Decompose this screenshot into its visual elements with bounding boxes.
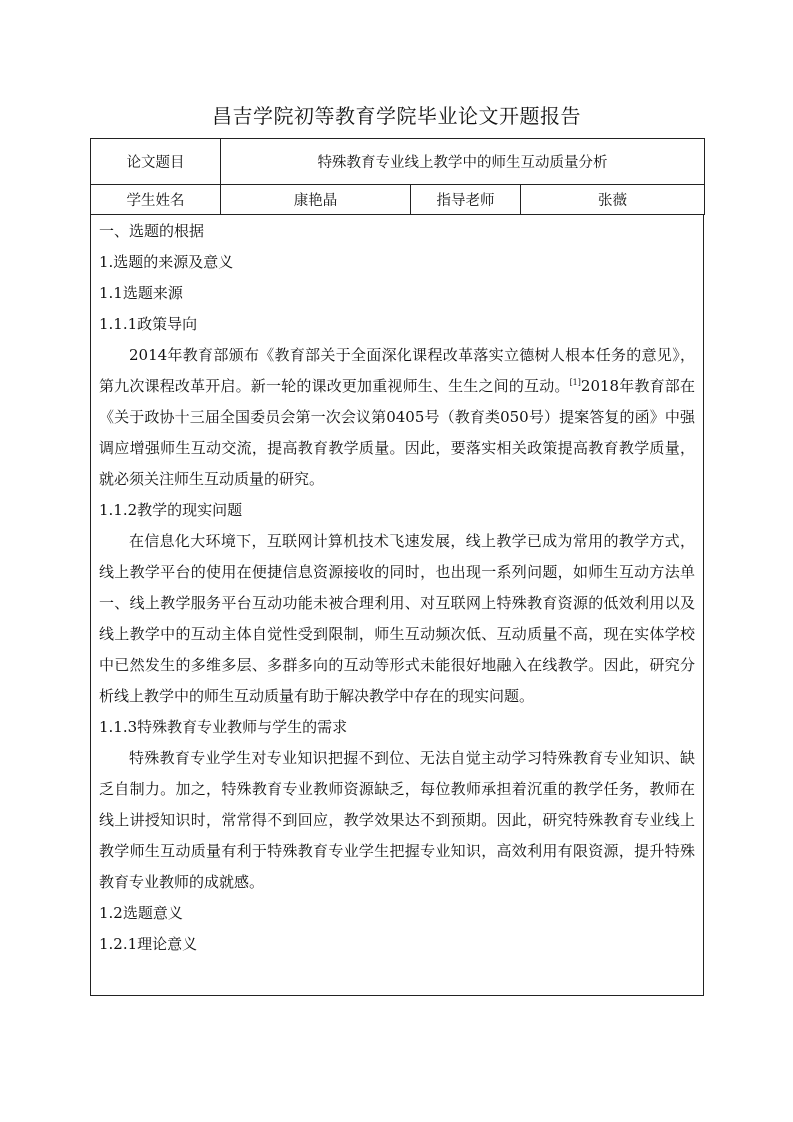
section-heading-2: 1.选题的来源及意义 [99,253,234,271]
paragraph-policy [99,340,695,495]
section-heading-5: 1.1.2教学的现实问题 [99,501,243,519]
student-name-label: 学生姓名 [91,185,221,215]
thesis-title-value: 特殊教育专业线上教学中的师生互动质量分析 [221,139,705,185]
section-heading-7: 1.2选题意义 [99,904,183,922]
paragraph-needs: 特殊教育专业学生对专业知识把握不到位、无法自觉主动学习特殊教育专业知识、缺乏自制力。加之，特殊教育专业教师资源缺乏，每位教师承担着沉重的教学任务，教师在线上讲授知识时，常常得不到回应，教学效果达不到预期。因此，研究特殊教育专业线上教学师生互动质量有利于特殊教育专业学生把握专业知识，高效利用有限资源，提升特殊教育专业教师的成就感。 [99,749,695,891]
info-table [90,138,705,215]
paragraph-policy-part2: 2018年教育部在《关于政协十三届全国委员会第一次会议第0405号（教育类050号）提案答复的函》中强调应增强师生互动交流，提高教育教学质量。因此，要落实相关政策提高教育教学质量，就必须关注师生互动质量的研究。 [99,377,695,488]
page-title: 昌吉学院初等教育学院毕业论文开题报告 [212,104,581,128]
section-heading-8: 1.2.1理论意义 [99,935,198,953]
thesis-title-label: 论文题目 [91,139,221,185]
section-heading-3: 1.1选题来源 [99,284,183,302]
advisor-value: 张薇 [521,185,705,215]
advisor-label: 指导老师 [411,185,521,215]
report-body [90,214,704,996]
thesis-row [91,139,705,185]
student-name-value: 康艳晶 [221,185,411,215]
citation-marker: [1] [569,378,581,387]
section-heading-4: 1.1.1政策导向 [99,315,198,333]
section-heading-1: 一、选题的根据 [99,222,205,240]
section-heading-6: 1.1.3特殊教育专业教师与学生的需求 [99,718,348,736]
paragraph-policy-part1: 2014年教育部颁布《教育部关于全面深化课程改革落实立德树人根本任务的意见》，第九次课程改革开启。新一轮的课改更加重视师生、生生之间的互动。 [99,346,695,395]
paragraph-reality: 在信息化大环境下，互联网计算机技术飞速发展，线上教学已成为常用的教学方式，线上教学平台的使用在便捷信息资源接收的同时，也出现一系列问题，如师生互动方法单一、线上教学服务平台互动功能未被合理利用、对互联网上特殊教育资源的低效利用以及线上教学中的互动主体自觉性受到限制，师生互动频次低、互动质量不高，现在实体学校中已然发生的多维多层、多群多向的互动等形式未能很好地融入在线教学。因此，研究分析线上教学中的师生互动质量有助于解决教学中存在的现实问题。 [99,532,695,705]
student-row [91,185,705,215]
